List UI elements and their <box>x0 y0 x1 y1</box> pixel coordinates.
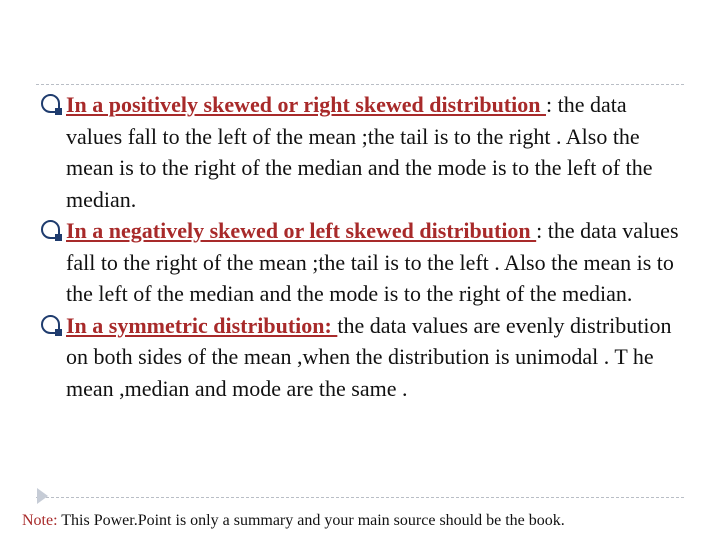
bottom-divider <box>36 497 684 498</box>
top-divider <box>36 84 684 85</box>
slide-content <box>40 89 680 404</box>
bullet-heading: In a symmetric distribution: <box>66 312 338 338</box>
bullet-positive-skew <box>40 89 680 215</box>
bullet-box-icon <box>41 315 60 334</box>
bullet-text: : the data values fall to the left of the mean ;the tail is to the right . Also the mean is to the right of the median and the mode is to the left of the median. <box>66 92 653 212</box>
bullet-box-icon <box>41 220 60 239</box>
bullet-heading: In a positively skewed or right skewed distribution <box>66 92 546 117</box>
bullet-text: the data values are evenly distribution on both sides of the mean ,when the distribution is unimodal . T he mean ,median and mode are the same . <box>66 312 672 401</box>
footer-note <box>22 512 565 530</box>
bullet-symmetric <box>40 310 680 405</box>
bullet-heading: In a negatively skewed or left skewed distribution <box>66 218 537 243</box>
note-label: Note: <box>22 512 58 529</box>
bullet-box-icon <box>41 94 60 113</box>
bullet-text: : the data values fall to the right of the mean ;the tail is to the left . Also the mean is to the left of the median and the mode is to the right of the median. <box>66 218 679 306</box>
triangle-arrow-icon <box>37 488 48 504</box>
bullet-negative-skew <box>40 215 680 310</box>
note-text: This Power.Point is only a summary and your main source should be the book. <box>57 512 565 529</box>
